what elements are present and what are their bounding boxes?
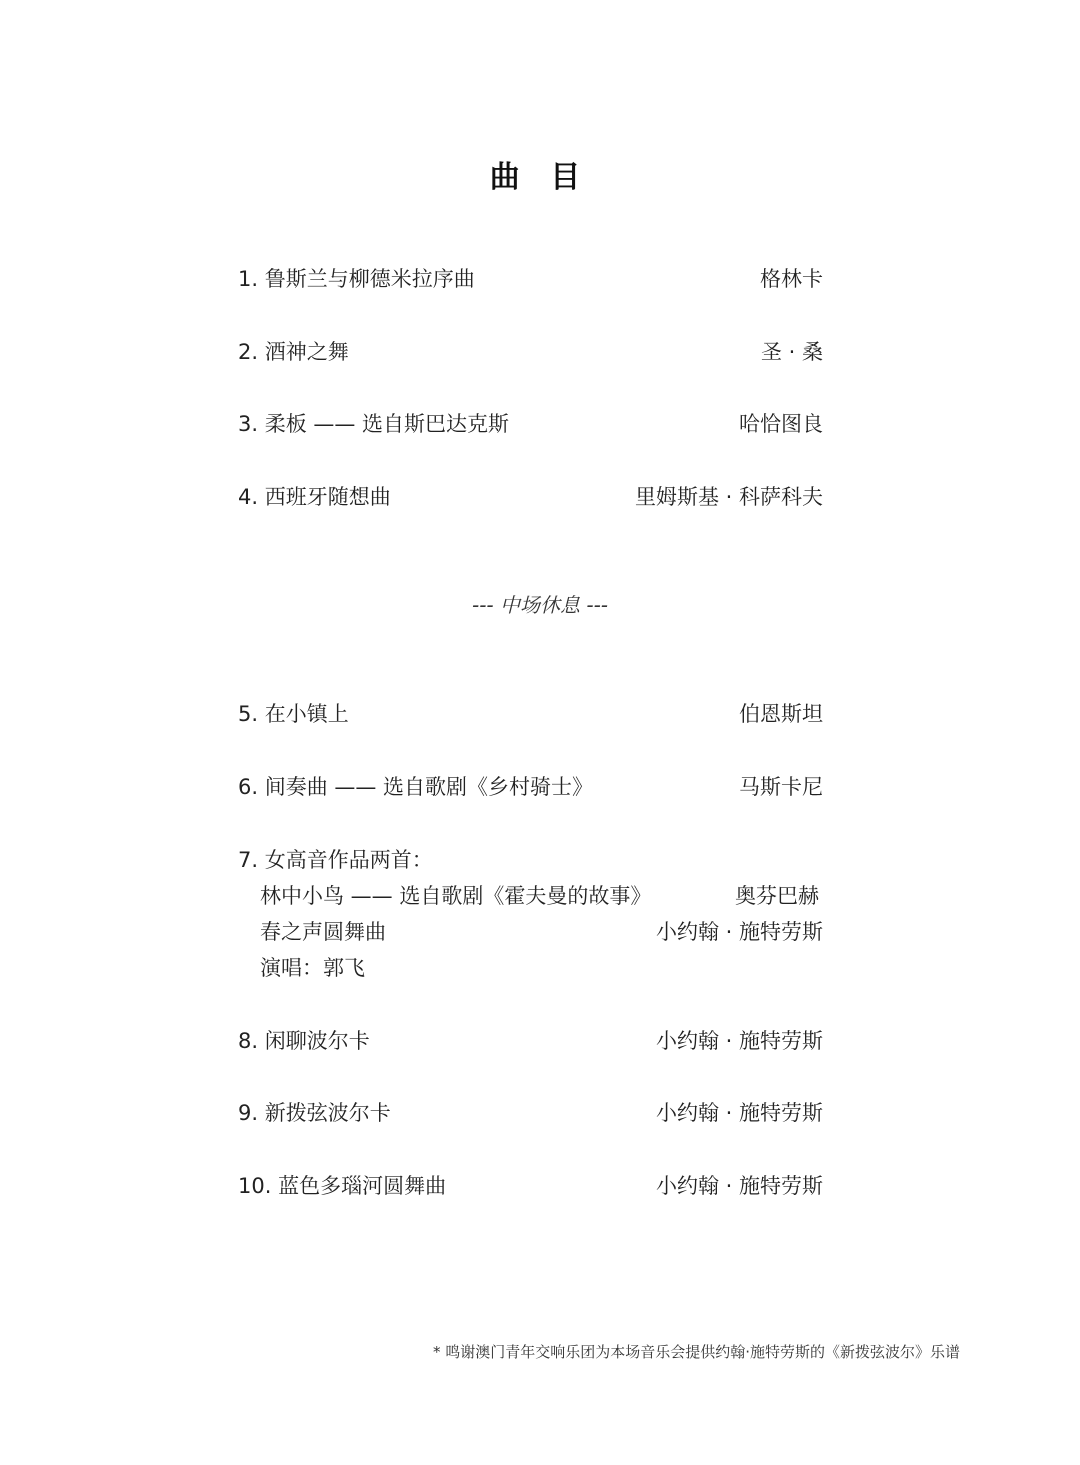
piece-title: 4. 西班牙随想曲 xyxy=(238,485,391,509)
piece-title: 3. 柔板 —— 选自斯巴达克斯 xyxy=(238,412,510,436)
piece-title: 1. 鲁斯兰与柳德米拉序曲 xyxy=(238,267,475,291)
page-title: 曲 目 xyxy=(489,160,591,195)
piece-title: 9. 新拨弦波尔卡 xyxy=(238,1101,391,1125)
piece-title: 林中小鸟 —— 选自歌剧《霍夫曼的故事》 xyxy=(260,884,652,908)
program-item xyxy=(238,264,823,294)
piece-title: 春之声圆舞曲 xyxy=(260,920,386,944)
piece-title: 8. 闲聊波尔卡 xyxy=(238,1029,370,1053)
program-item-heading xyxy=(238,845,823,875)
program-item xyxy=(238,482,823,512)
program-item xyxy=(238,337,823,367)
piece-title: 6. 间奏曲 —— 选自歌剧《乡村骑士》 xyxy=(238,775,594,799)
program-item xyxy=(238,699,823,729)
program-subitem xyxy=(260,917,823,947)
composer-name: 哈恰图良 xyxy=(739,412,823,436)
piece-title: 10. 蓝色多瑙河圆舞曲 xyxy=(238,1174,447,1198)
composer-name: 圣 · 桑 xyxy=(760,340,823,364)
footnote: * 鸣谢澳门青年交响乐团为本场音乐会提供约翰·施特劳斯的《新拨弦波尔》乐谱 xyxy=(432,1343,960,1361)
program-item xyxy=(238,409,823,439)
performer-line xyxy=(260,953,823,983)
program-subitem xyxy=(260,881,823,911)
composer-name: 小约翰 · 施特劳斯 xyxy=(655,1174,823,1198)
program-item xyxy=(238,1026,823,1056)
composer-name: 伯恩斯坦 xyxy=(739,702,823,726)
program-item xyxy=(238,1098,823,1128)
composer-name: 小约翰 · 施特劳斯 xyxy=(655,920,823,944)
performer-name: 演唱：郭飞 xyxy=(260,956,365,980)
composer-name: 马斯卡尼 xyxy=(739,775,823,799)
composer-name: 格林卡 xyxy=(760,267,823,291)
composer-name: 里姆斯基 · 科萨科夫 xyxy=(634,485,823,509)
piece-title: 7. 女高音作品两首： xyxy=(238,848,433,872)
composer-name: 奥芬巴赫 xyxy=(735,884,819,908)
piece-title: 5. 在小镇上 xyxy=(238,702,349,726)
program-item xyxy=(238,1171,823,1201)
composer-name: 小约翰 · 施特劳斯 xyxy=(655,1101,823,1125)
intermission-label: --- 中场休息 --- xyxy=(471,593,608,617)
composer-name: 小约翰 · 施特劳斯 xyxy=(655,1029,823,1053)
program-item xyxy=(238,772,823,802)
piece-title: 2. 酒神之舞 xyxy=(238,340,349,364)
